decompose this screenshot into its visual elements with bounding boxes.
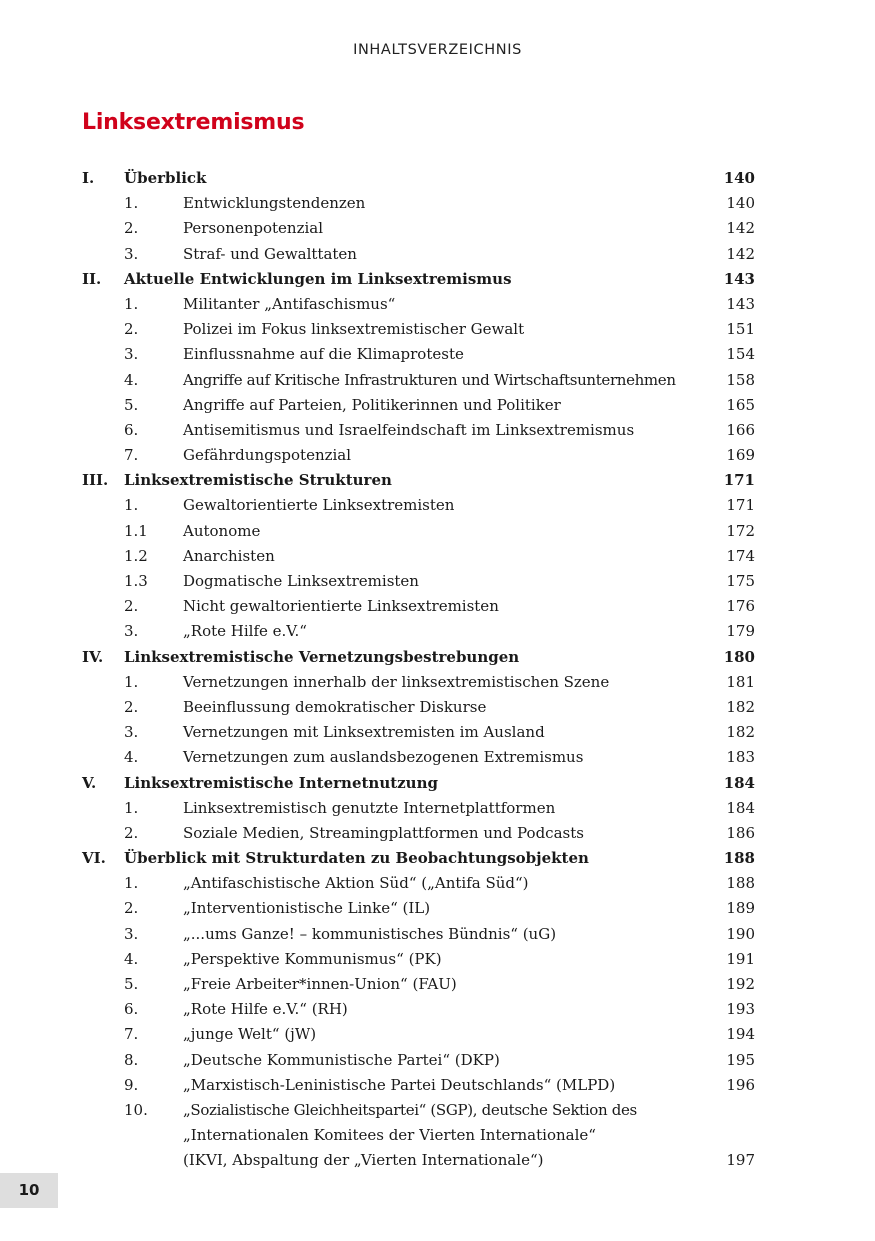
toc-entry-title: Soziale Medien, Streamingplattformen und Podcasts [183,823,584,842]
toc-entry-page: 174 [726,546,755,565]
toc-entry-row[interactable] [0,821,875,846]
toc-entry-number: 7. [124,1025,139,1044]
toc-entry-title: Anarchisten [183,546,275,565]
toc-entry-title: Linksextremistisch genutzte Internetplattformen [183,798,556,817]
toc-entry-number: 1. [124,798,139,817]
toc-entry-page: 193 [726,1000,755,1019]
toc-entry-title: „Marxistisch-Leninistische Partei Deutschlands“ (MLPD) [183,1075,616,1094]
toc-entry-page: 172 [726,521,755,540]
toc-entry-row[interactable] [0,191,875,216]
toc-entry-row[interactable] [0,519,875,544]
toc-entry-row[interactable] [0,997,875,1022]
running-header: INHALTSVERZEICHNIS [353,42,522,58]
toc-entry-row[interactable] [0,745,875,770]
toc-entry-title: Militanter „Antifaschismus“ [183,294,396,313]
toc-entry-page: 188 [726,874,755,893]
toc-entry-number: VI. [82,849,106,868]
toc-entry-number: 2. [124,597,139,616]
toc-chapter-row[interactable] [0,846,875,871]
toc-entry-page: 151 [726,320,755,339]
toc-entry-number: 3. [124,622,139,641]
toc-entry-number: 1. [124,294,139,313]
toc-entry-title: „Antifaschistische Aktion Süd“ („Antifa Süd“) [183,874,529,893]
toc-entry-row[interactable] [0,1048,875,1073]
toc-entry-page: 142 [726,244,755,263]
toc-entry-title: „Perspektive Kommunismus“ (PK) [183,949,442,968]
toc-entry-number: 1.1 [124,521,148,540]
toc-entry-page: 176 [726,597,755,616]
toc-entry-row[interactable] [0,695,875,720]
toc-entry-page: 181 [726,672,755,691]
toc-entry-row[interactable] [0,922,875,947]
toc-entry-row[interactable] [0,544,875,569]
toc-entry-title: Gewaltorientierte Linksextremisten [183,496,455,515]
toc-entry-number: I. [82,169,95,187]
toc-entry-page: 171 [726,496,755,515]
toc-entry-title: Personenpotenzial [183,219,324,238]
toc-entry-page: 140 [723,169,755,187]
toc-entry-number: 2. [124,823,139,842]
toc-entry-title: Nicht gewaltorientierte Linksextremisten [183,597,499,616]
toc-entry-page: 142 [726,219,755,238]
toc-chapter-row[interactable] [0,771,875,796]
table-of-contents [0,166,875,1174]
toc-entry-number: 4. [124,748,139,767]
section-title: Linksextremismus [82,110,305,135]
toc-entry-page: 165 [726,395,755,414]
toc-entry-title: (IKVI, Abspaltung der „Vierten Internationale“) [183,1151,544,1170]
toc-entry-title: Gefährdungspotenzial [183,446,352,465]
toc-entry-number: 3. [124,345,139,364]
toc-entry-page: 186 [726,823,755,842]
toc-entry-number: 5. [124,975,139,993]
toc-entry-page: 188 [723,849,755,868]
toc-entry-title: Polizei im Fokus linksextremistischer Gewalt [183,320,525,339]
toc-entry-page: 184 [726,798,755,817]
toc-entry-title: „Rote Hilfe e.V.“ [183,622,307,641]
toc-entry-title: Angriffe auf Kritische Infrastrukturen und Wirtschaftsunternehmen [183,370,676,389]
toc-entry-page: 180 [723,647,755,666]
toc-entry-page: 184 [723,773,755,792]
toc-entry-number: 8. [124,1050,139,1069]
toc-entry-row[interactable] [0,896,875,921]
toc-entry-title: „Internationalen Komitees der Vierten Internationale“ [183,1126,596,1145]
toc-entry-number: 4. [124,370,139,389]
toc-entry-row[interactable] [0,1123,875,1148]
toc-entry-number: 5. [124,395,139,414]
toc-chapter-row[interactable] [0,468,875,493]
toc-entry-page: 182 [726,723,755,742]
toc-entry-title: Straf- und Gewalttaten [183,244,357,263]
toc-entry-title: Autonome [183,521,261,540]
toc-entry-page: 154 [726,345,755,364]
toc-entry-number: 1. [124,496,139,515]
toc-entry-number: II. [82,269,102,288]
toc-entry-title: „Freie Arbeiter*innen-Union“ (FAU) [183,975,457,993]
toc-entry-number: 1. [124,874,139,893]
toc-entry-row[interactable] [0,1073,875,1098]
toc-entry-title: Antisemitismus und Israelfeindschaft im Linksextremismus [183,420,635,439]
toc-entry-row[interactable] [0,569,875,594]
toc-entry-title: „Deutsche Kommunistische Partei“ (DKP) [183,1050,500,1069]
toc-entry-number: 7. [124,446,139,465]
toc-entry-row[interactable] [0,720,875,745]
toc-entry-title: „Sozialistische Gleichheitspartei“ (SGP), deutsche Sektion des [183,1100,637,1119]
toc-entry-number: 3. [124,723,139,742]
toc-entry-row[interactable] [0,1022,875,1047]
toc-chapter-row[interactable] [0,645,875,670]
toc-entry-row[interactable] [0,796,875,821]
toc-entry-title: „...ums Ganze! – kommunistisches Bündnis“ (uG) [183,924,557,943]
toc-entry-title: „junge Welt“ (jW) [183,1025,317,1044]
toc-entry-title: Dogmatische Linksextremisten [183,572,419,590]
toc-entry-number: 1. [124,194,139,213]
toc-entry-row[interactable] [0,317,875,342]
toc-entry-row[interactable] [0,871,875,896]
toc-entry-row[interactable] [0,594,875,619]
toc-entry-title: Angriffe auf Parteien, Politikerinnen und Politiker [183,395,561,414]
toc-entry-number: 10. [124,1100,148,1119]
toc-entry-row[interactable] [0,443,875,468]
toc-entry-number: 2. [124,899,139,918]
toc-entry-title: Überblick [124,169,207,187]
toc-entry-row[interactable] [0,342,875,367]
toc-chapter-row[interactable] [0,166,875,191]
toc-entry-title: „Interventionistische Linke“ (IL) [183,899,431,918]
toc-entry-number: 1. [124,672,139,691]
toc-entry-title: Entwicklungstendenzen [183,194,366,213]
toc-entry-row[interactable] [0,242,875,267]
toc-entry-title: Überblick mit Strukturdaten zu Beobachtungsobjekten [124,849,589,868]
toc-entry-number: 3. [124,924,139,943]
toc-entry-page: 192 [726,975,755,993]
toc-entry-number: 3. [124,244,139,263]
toc-entry-page: 140 [726,194,755,213]
toc-entry-page: 194 [726,1025,755,1044]
toc-entry-page: 179 [726,622,755,641]
toc-entry-row[interactable] [0,216,875,241]
toc-entry-page: 191 [726,949,755,968]
toc-entry-row[interactable] [0,1098,875,1123]
toc-entry-row[interactable] [0,1148,875,1173]
toc-entry-number: 6. [124,420,139,439]
toc-entry-page: 166 [726,420,755,439]
toc-entry-page: 171 [723,471,755,490]
toc-entry-page: 189 [726,899,755,918]
toc-entry-title: Einflussnahme auf die Klimaproteste [183,345,464,364]
toc-entry-page: 197 [726,1151,755,1170]
toc-entry-page: 169 [726,446,755,465]
page-number-badge: 10 [0,1173,58,1208]
toc-entry-number: IV. [82,647,104,666]
toc-entry-page: 143 [723,269,755,288]
toc-entry-number: 4. [124,949,139,968]
toc-entry-row[interactable] [0,972,875,997]
toc-entry-row[interactable] [0,947,875,972]
toc-entry-title: Vernetzungen zum auslandsbezogenen Extremismus [183,748,584,767]
toc-entry-page: 196 [726,1075,755,1094]
toc-entry-row[interactable] [0,493,875,518]
toc-entry-page: 158 [726,370,755,389]
toc-entry-number: 1.2 [124,546,148,565]
toc-entry-title: Beeinflussung demokratischer Diskurse [183,697,487,716]
toc-entry-row[interactable] [0,393,875,418]
toc-entry-row[interactable] [0,670,875,695]
toc-entry-number: 2. [124,697,139,716]
toc-entry-title: Vernetzungen mit Linksextremisten im Ausland [183,723,545,742]
toc-entry-number: 2. [124,219,139,238]
toc-entry-title: Linksextremistische Vernetzungsbestrebungen [124,647,520,666]
toc-entry-row[interactable] [0,292,875,317]
toc-entry-page: 182 [726,697,755,716]
toc-entry-page: 195 [726,1050,755,1069]
toc-entry-number: 2. [124,320,139,339]
toc-entry-number: 1.3 [124,572,148,590]
toc-entry-number: V. [82,773,97,792]
toc-entry-row[interactable] [0,418,875,443]
toc-entry-page: 143 [726,294,755,313]
toc-entry-title: Aktuelle Entwicklungen im Linksextremismus [124,269,512,288]
toc-entry-number: 6. [124,1000,139,1019]
toc-entry-page: 183 [726,748,755,767]
toc-entry-page: 175 [726,572,755,590]
toc-entry-number: III. [82,471,109,490]
toc-entry-title: Linksextremistische Strukturen [124,471,392,490]
toc-chapter-row[interactable] [0,267,875,292]
toc-entry-title: „Rote Hilfe e.V.“ (RH) [183,1000,348,1019]
toc-entry-page: 190 [726,924,755,943]
toc-entry-row[interactable] [0,619,875,644]
toc-entry-row[interactable] [0,368,875,393]
toc-entry-number: 9. [124,1075,139,1094]
toc-entry-title: Linksextremistische Internetnutzung [124,773,438,792]
toc-entry-title: Vernetzungen innerhalb der linksextremistischen Szene [183,672,610,691]
